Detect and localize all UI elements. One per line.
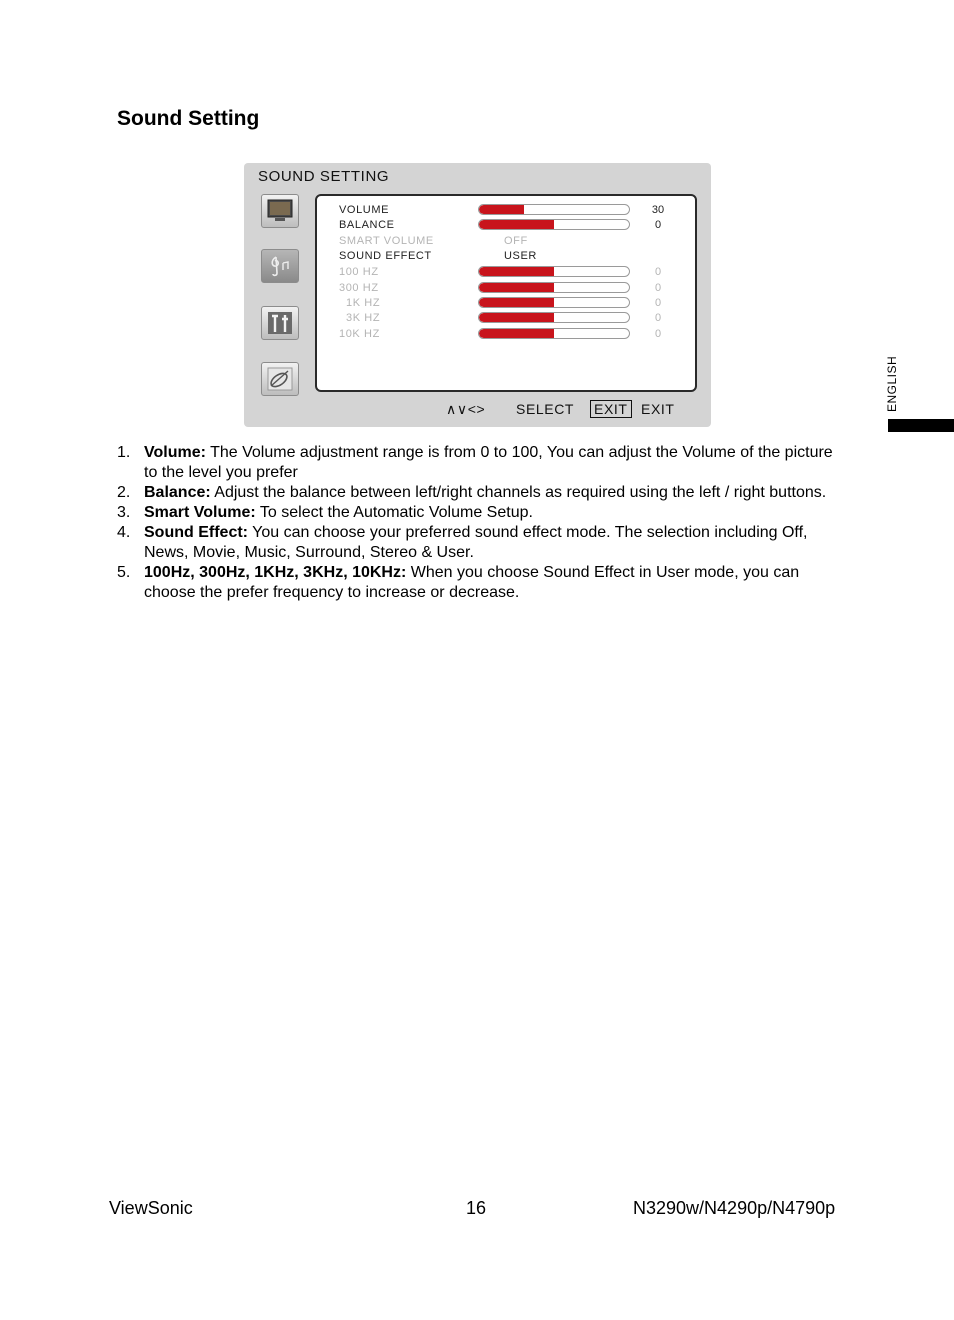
osd-row[interactable]: [317, 250, 695, 265]
setup-icon[interactable]: [261, 306, 299, 340]
picture-icon[interactable]: [261, 194, 299, 228]
osd-row-option: USER: [504, 250, 537, 262]
satellite-icon[interactable]: [261, 362, 299, 396]
level-slider-fill: [479, 313, 554, 322]
level-slider[interactable]: [478, 219, 630, 230]
list-item: 2. Balance: Adjust the balance between left/right channels as required using the left / right buttons.: [117, 484, 827, 501]
osd-row-value: 0: [654, 297, 662, 309]
osd-row-value: 0: [654, 312, 662, 324]
osd-settings-panel: [315, 194, 697, 392]
language-tab-marker: [888, 419, 954, 432]
arrow-keys-hint: ∧∨<>: [446, 401, 486, 417]
exit-hint: EXIT: [641, 401, 675, 417]
osd-row[interactable]: [317, 297, 695, 312]
list-item: 4. Sound Effect: You can choose your preferred sound effect mode. The selection including Off, News, Movie, Music, Surround, Stereo & User.: [117, 524, 808, 561]
osd-row-label: 300 HZ: [339, 282, 379, 294]
level-slider-fill: [479, 267, 554, 276]
osd-row[interactable]: [317, 219, 695, 234]
description-list: [117, 443, 837, 603]
sound-setting-osd: [244, 163, 711, 427]
level-slider-fill: [479, 283, 554, 292]
level-slider[interactable]: [478, 204, 630, 215]
level-slider[interactable]: [478, 282, 630, 293]
exit-key-hint: [590, 401, 632, 421]
osd-row[interactable]: [317, 204, 695, 219]
footer-page-number: 16: [466, 1198, 487, 1218]
osd-row-label: BALANCE: [339, 219, 395, 231]
page-title: Sound Setting: [117, 107, 260, 130]
level-slider[interactable]: [478, 312, 630, 323]
osd-row-label: SMART VOLUME: [339, 235, 434, 247]
select-hint: SELECT: [516, 401, 575, 417]
list-item: 5. 100Hz, 300Hz, 1KHz, 3KHz, 10KHz: When you choose Sound Effect in User mode, you can choose the prefer frequency to increase or decrease.: [117, 564, 800, 601]
osd-row[interactable]: [317, 266, 695, 281]
osd-row-label: 10K HZ: [339, 328, 380, 340]
osd-row-label: 3K HZ: [346, 312, 381, 324]
osd-row-label: VOLUME: [339, 204, 390, 216]
osd-row-label: 1K HZ: [346, 297, 381, 309]
osd-row-value: 0: [654, 219, 662, 231]
osd-row[interactable]: [317, 282, 695, 297]
exit-key: EXIT: [590, 400, 632, 418]
level-slider-fill: [479, 205, 524, 214]
language-tab-label: ENGLISH: [885, 355, 899, 412]
level-slider[interactable]: [478, 266, 630, 277]
osd-row-label: SOUND EFFECT: [339, 250, 432, 262]
osd-row[interactable]: [317, 312, 695, 327]
osd-row-option: OFF: [504, 235, 528, 247]
list-item: 3. Smart Volume: To select the Automatic Volume Setup.: [117, 504, 533, 521]
level-slider-fill: [479, 298, 554, 307]
level-slider[interactable]: [478, 297, 630, 308]
sound-icon[interactable]: [261, 249, 299, 283]
level-slider[interactable]: [478, 328, 630, 339]
osd-row-value: 0: [654, 282, 662, 294]
footer-brand: ViewSonic: [109, 1198, 193, 1218]
osd-row-value: 0: [654, 328, 662, 340]
level-slider-fill: [479, 329, 554, 338]
osd-row-label: 100 HZ: [339, 266, 379, 278]
footer-model: N3290w/N4290p/N4790p: [633, 1198, 836, 1218]
osd-title: SOUND SETTING: [258, 168, 390, 185]
osd-row-value: 0: [654, 266, 662, 278]
osd-row[interactable]: [317, 328, 695, 343]
level-slider-fill: [479, 220, 554, 229]
osd-row[interactable]: [317, 235, 695, 250]
list-item: 1. Volume: The Volume adjustment range is from 0 to 100, You can adjust the Volume of the picture to the level you prefer: [117, 444, 833, 481]
osd-row-value: 30: [651, 204, 665, 216]
